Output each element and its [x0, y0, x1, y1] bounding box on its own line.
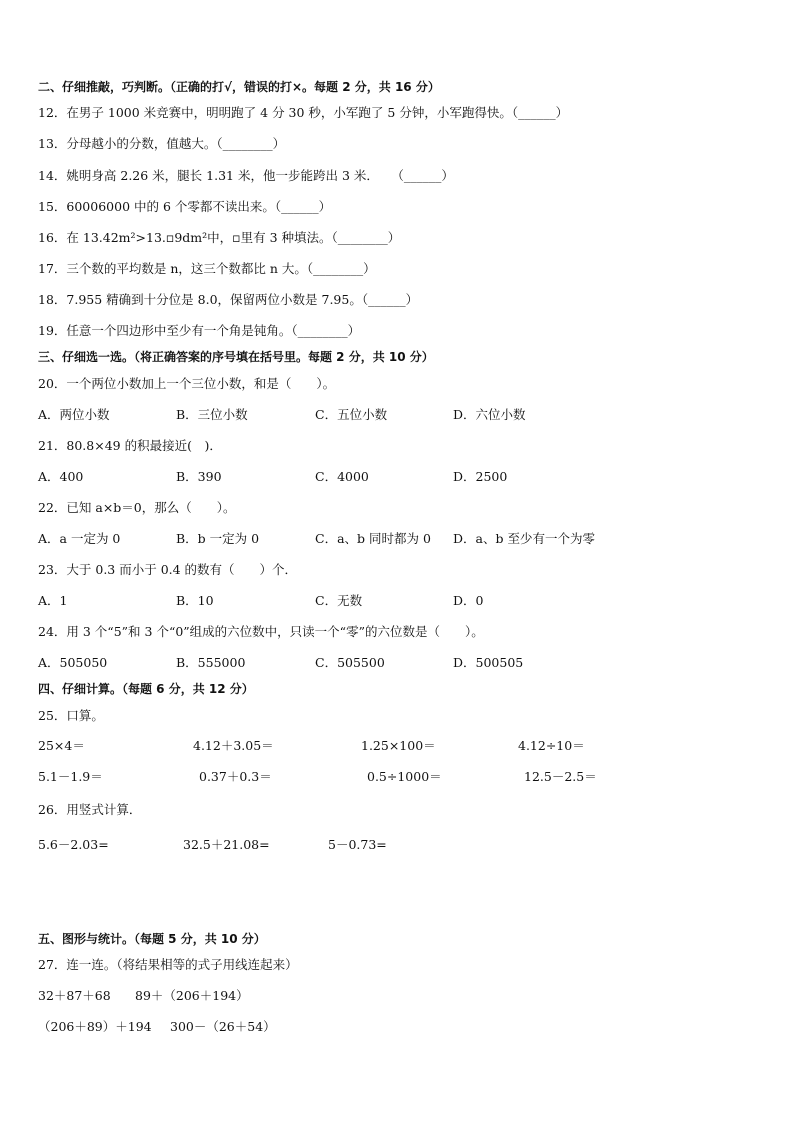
q20-option-d: D．六位小数: [453, 407, 526, 422]
question-12: 12．在男子 1000 米竞赛中，明明跑了 4 分 30 秒，小军跑了 5 分钟，小军跑得快。（______）: [38, 105, 569, 120]
question-26: 26．用竖式计算．: [38, 802, 142, 817]
q20-option-a: A．两位小数: [38, 407, 110, 422]
q21-option-d: D．2500: [453, 469, 508, 484]
match-expression-left: （206＋89）＋194: [38, 1019, 152, 1034]
question-22: 22．已知 a×b＝0，那么（ ）。: [38, 500, 236, 515]
q24-option-b: B．555000: [176, 655, 246, 670]
q22-option-c: C．a、b 同时都为 0: [315, 531, 431, 546]
oral-calc-item: 4.12÷10＝: [518, 738, 585, 753]
q21-option-b: B．390: [176, 469, 222, 484]
q20-option-b: B．三位小数: [176, 407, 248, 422]
oral-calc-item: 5.1－1.9＝: [38, 769, 103, 784]
q21-option-a: A．400: [38, 469, 84, 484]
q24-option-a: A．505050: [38, 655, 108, 670]
question-17: 17．三个数的平均数是 n，这三个数都比 n 大。（________）: [38, 261, 376, 276]
question-14: 14．姚明身高 2.26 米，腿长 1.31 米，他一步能跨出 3 米． （______）: [38, 168, 454, 183]
match-expression-left: 32＋87＋68: [38, 988, 111, 1003]
q22-option-a: A．a 一定为 0: [38, 531, 121, 546]
q22-option-b: B．b 一定为 0: [176, 531, 260, 546]
oral-calc-item: 12.5－2.5＝: [524, 769, 597, 784]
q23-option-b: B．10: [176, 593, 214, 608]
section-2-heading: 二、仔细推敲，巧判断。（正确的打√，错误的打×。每题 2 分，共 16 分）: [38, 80, 440, 94]
question-23: 23．大于 0.3 而小于 0.4 的数有（ ）个．: [38, 562, 298, 577]
q22-option-d: D．a、b 至少有一个为零: [453, 531, 595, 546]
section-5-heading: 五、图形与统计。（每题 5 分，共 10 分）: [38, 932, 266, 946]
vertical-calc-item: 5－0.73=: [328, 837, 387, 852]
question-21: 21．80.8×49 的积最接近( )．: [38, 438, 222, 453]
match-expression-right: 300－（26＋54）: [170, 1019, 276, 1034]
vertical-calc-item: 32.5＋21.08=: [183, 837, 270, 852]
question-20: 20．一个两位小数加上一个三位小数，和是（ ）。: [38, 376, 336, 391]
vertical-calc-item: 5.6－2.03=: [38, 837, 109, 852]
q23-option-c: C．无数: [315, 593, 363, 608]
oral-calc-item: 0.37＋0.3＝: [199, 769, 272, 784]
section-4-heading: 四、仔细计算。（每题 6 分，共 12 分）: [38, 682, 254, 696]
q20-option-c: C．五位小数: [315, 407, 388, 422]
question-16: 16．在 13.42m²>13.▫9dm²中，▫里有 3 种填法。（________）: [38, 230, 401, 245]
oral-calc-item: 1.25×100＝: [361, 738, 436, 753]
section-3-heading: 三、仔细选一选。（将正确答案的序号填在括号里。每题 2 分，共 10 分）: [38, 350, 434, 364]
question-27: 27．连一连。（将结果相等的式子用线连起来）: [38, 957, 298, 972]
q24-option-d: D．500505: [453, 655, 524, 670]
question-18: 18．7.955 精确到十分位是 8.0，保留两位小数是 7.95。（______）: [38, 292, 419, 307]
question-15: 15．60006000 中的 6 个零都不读出来。（______）: [38, 199, 332, 214]
q23-option-d: D．0: [453, 593, 484, 608]
question-19: 19．任意一个四边形中至少有一个角是钝角。（________）: [38, 323, 361, 338]
oral-calc-item: 25×4＝: [38, 738, 85, 753]
oral-calc-item: 4.12＋3.05＝: [193, 738, 274, 753]
question-13: 13．分母越小的分数，值越大。（________）: [38, 136, 286, 151]
oral-calc-item: 0.5÷1000＝: [367, 769, 442, 784]
question-24: 24．用 3 个“5”和 3 个“0”组成的六位数中，只读一个“零”的六位数是（ ）。: [38, 624, 484, 639]
q21-option-c: C．4000: [315, 469, 369, 484]
question-25: 25．口算。: [38, 708, 104, 723]
q23-option-a: A．1: [38, 593, 68, 608]
match-expression-right: 89＋（206＋194）: [135, 988, 249, 1003]
q24-option-c: C．505500: [315, 655, 385, 670]
